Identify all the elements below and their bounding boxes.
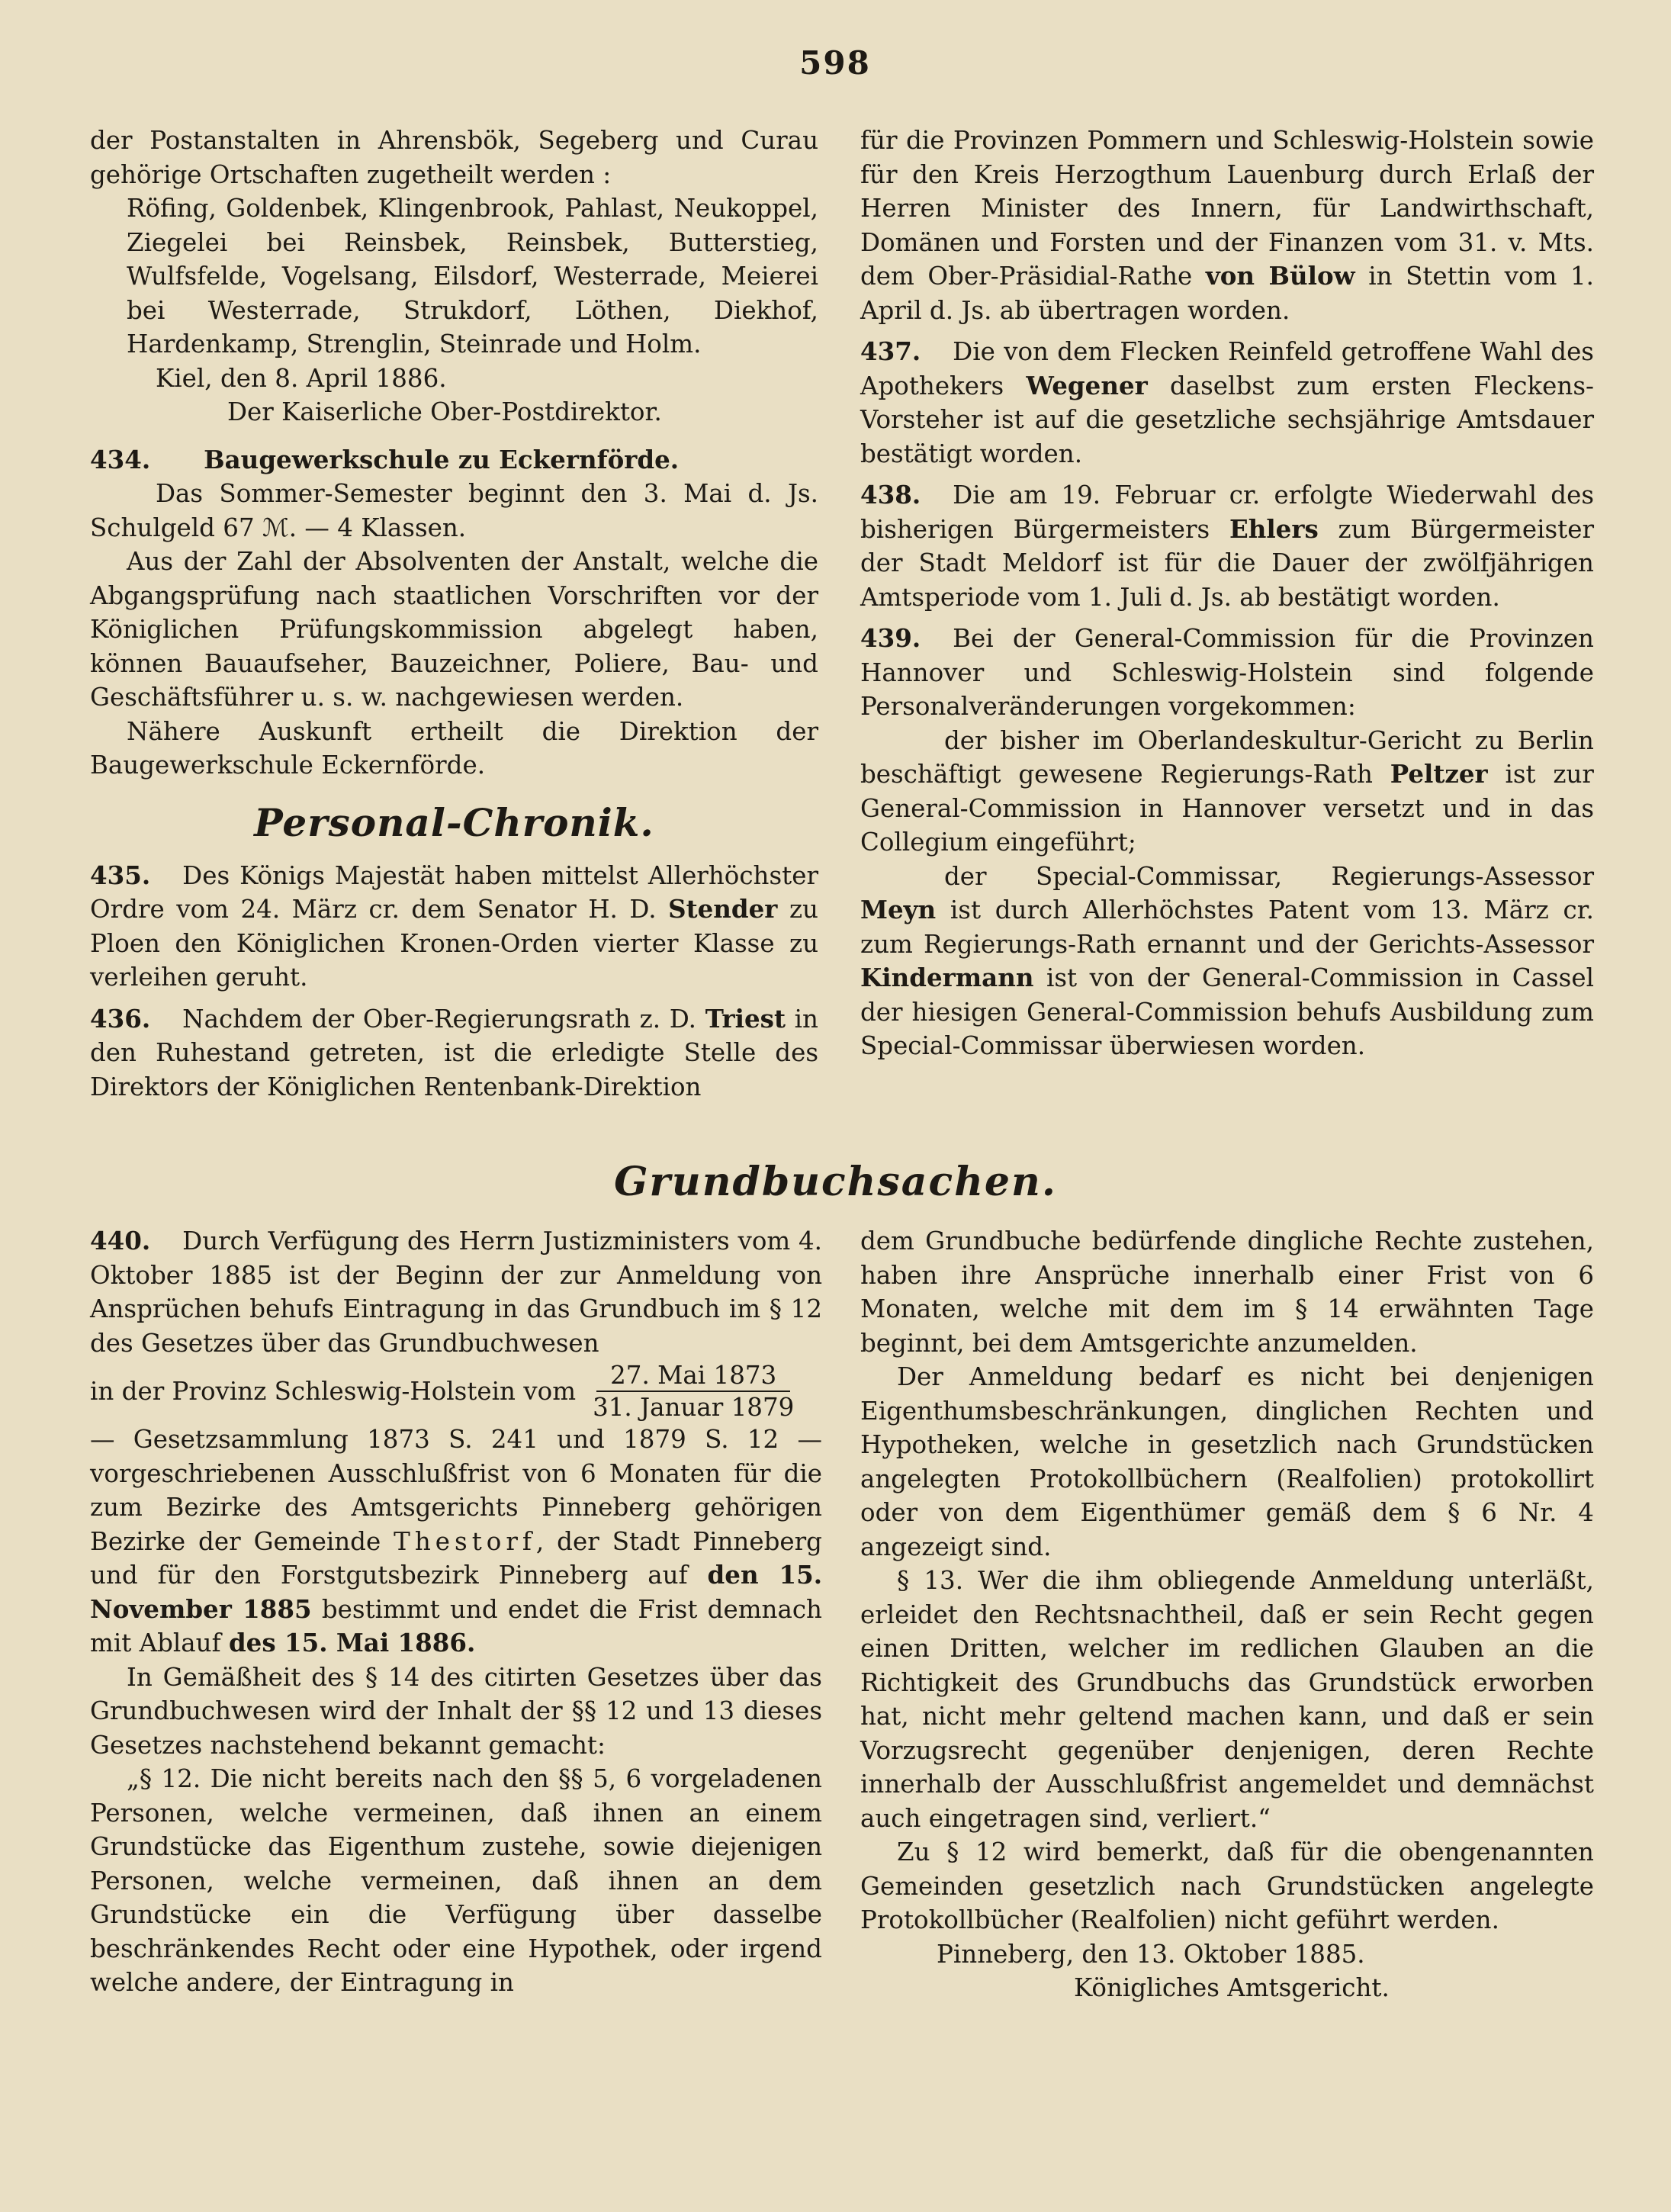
person-name: Meyn <box>860 895 937 924</box>
entry-text: , der Stadt Pinneberg und für den Forstgutsbezirk Pinneberg auf <box>90 1526 822 1590</box>
entry-437 <box>860 335 1594 471</box>
person-name: Stender <box>668 894 778 924</box>
entry-text: daselbst zum ersten Fleckens-Vorsteher ist auf die gesetzliche sechsjährige Amtsdauer bestätigt worden. <box>860 371 1594 468</box>
entry-text: Die am 19. Februar cr. erfolgte Wiederwahl des bisherigen Bürgermeisters <box>860 481 1594 544</box>
entry-text: zum Bürgermeister der Stadt Meldorf ist für die Dauer der zwölfjährigen Amtsperiode vom 1. Juli d. Js. ab bestätigt worden. <box>860 514 1594 612</box>
paragraph: In Gemäßheit des § 14 des citirten Gesetzes über das Grundbuchwesen wird der Inhalt der §§ 12 und 13 dieses Gesetzes nachstehend bekannt gemacht: <box>90 1662 822 1760</box>
person-name: Peltzer <box>1390 759 1488 789</box>
person-name: Kindermann <box>860 963 1034 992</box>
entry-number: 438. <box>860 480 921 510</box>
paragraph: Zu § 12 wird bemerkt, daß für die obengenannten Gemeinden gesetzlich nach Grundstücken angelegte Protokollbücher (Realfolien) nicht geführt werden. <box>860 1837 1594 1934</box>
paragraph <box>860 124 1594 327</box>
section-heading: Personal-Chronik. <box>254 799 654 845</box>
person-name: Wegener <box>1026 370 1148 400</box>
top-right-column <box>860 124 1594 1063</box>
person-name: Triest <box>705 1003 786 1034</box>
person-name: Ehlers <box>1229 513 1319 544</box>
entry-434-header <box>90 443 818 477</box>
bottom-left-column <box>90 1224 822 2000</box>
entry-text: in Stettin vom 1. April d. Js. ab übertragen worden. <box>860 262 1594 325</box>
entry-text: ist von der General-Commission in Cassel der hiesigen General-Commission behufs Ausbildung zum Special-Commissar überwiesen worden. <box>860 963 1594 1060</box>
entry-text: Bei der General-Commission für die Provinzen Hannover und Schleswig-Holstein sind folgende Personalveränderungen vorgekommen: <box>860 624 1594 721</box>
entry-number: 435. <box>90 860 151 890</box>
entry-440 <box>90 1224 822 1360</box>
section-title: Grundbuchsachen. <box>614 1159 1057 1205</box>
entry-text: Die von dem Flecken Reinfeld getroffene Wahl des Apothekers <box>860 337 1594 400</box>
deadline-date: des 15. Mai 1886. <box>228 1628 476 1657</box>
paragraph <box>860 724 1594 860</box>
page-number: 598 <box>799 44 871 82</box>
entry-text: in den Ruhestand getreten, ist die erledigte Stelle des Direktors der Königlichen Rentenbank-Direktion <box>90 1004 818 1101</box>
entry-text: Durch Verfügung des Herrn Justizministers vom 4. Oktober 1885 ist der Beginn der zur Anmeldung von Ansprüchen behufs Eintragung in das Grundbuch im § 12 des Gesetzes über das Grundbuchwesen <box>90 1227 822 1358</box>
paragraph <box>860 860 1594 1063</box>
signature: Königliches Amtsgericht. <box>1074 1973 1390 2002</box>
entry-title: Baugewerkschule zu Eckernförde. <box>204 444 680 474</box>
statute-date-fraction <box>90 1360 822 1423</box>
paragraph: Nähere Auskunft ertheilt die Direktion der Baugewerkschule Eckernförde. <box>90 716 818 780</box>
paragraph: „§ 12. Die nicht bereits nach den §§ 5, 6 vorgeladenen Personen, welche vermeinen, daß ihnen an einem Grundstücke das Eigenthum zustehe, sowie diejenigen Personen, welche vermeinen, daß ihnen an dem Grundstücke ein die Verfügung über dasselbe beschränkendes Recht oder eine Hypothek, oder irgend welche andere, der Eintragung in <box>90 1764 822 1997</box>
entry-text: der Special-Commissar, Regierungs-Assessor <box>944 861 1594 891</box>
fraction-bottom: 31. Januar 1879 <box>593 1393 795 1422</box>
entry-number: 436. <box>90 1003 151 1034</box>
fraction-top: 27. Mai 1873 <box>596 1360 790 1392</box>
paragraph: dem Grundbuche bedürfende dingliche Rechte zustehen, haben ihre Ansprüche innerhalb einer Frist von 6 Monaten, welche mit dem im § 14 erwähnten Tage beginnt, bei dem Amtsgerichte anzumelden. <box>860 1227 1594 1358</box>
place-list: Röfing, Goldenbek, Klingenbrook, Pahlast, Neukoppel, Ziegelei bei Reinsbek, Reinsbek, Butterstieg, Wulfsfelde, Vogelsang, Eilsdorf, Westerrade, Meierei bei Westerrade, Strukdorf, Löthen, Diekhof, Hardenkamp, Strenglin, Steinrade und Holm. <box>127 194 818 358</box>
entry-text: bestimmt und endet die Frist demnach mit Ablauf <box>90 1594 822 1657</box>
place-name: Thestorf <box>394 1526 536 1556</box>
top-left-column <box>90 124 818 1104</box>
paragraph: der Postanstalten in Ahrensbök, Segeberg und Curau gehörige Ortschaften zugetheilt werden : <box>90 126 818 189</box>
date-line: Kiel, den 8. April 1886. <box>156 363 447 393</box>
paragraph: Der Anmeldung bedarf es nicht bei denjenigen Eigenthumsbeschränkungen, dinglichen Rechten und Hypotheken, welche in gesetzlich nach Grundstücken angelegten Protokollbüchern (Realfolien) protokollirt oder von dem Eigenthümer gemäß dem § 6 Nr. 4 angezeigt sind. <box>860 1362 1594 1561</box>
paragraph: Das Sommer-Semester beginnt den 3. Mai d. Js. Schulgeld 67 ℳ. — 4 Klassen. <box>90 479 818 542</box>
fraction-prefix: in der Provinz Schleswig-Holstein vom <box>90 1376 577 1406</box>
signature: Der Kaiserliche Ober-Postdirektor. <box>227 397 662 426</box>
entry-text: Des Königs Majestät haben mittelst Allerhöchster Ordre vom 24. März cr. dem Senator H. D. <box>90 860 818 924</box>
person-name: von Bülow <box>1205 261 1355 291</box>
entry-436 <box>90 1002 818 1104</box>
fraction <box>579 1360 808 1423</box>
deadline-date: den 15. November 1885 <box>90 1560 823 1624</box>
entry-text: für die Provinzen Pommern und Schleswig-Holstein sowie für den Kreis Herzogthum Lauenburg durch Erlaß der Herren Minister des Innern, für Landwirthschaft, Domänen und Forsten und der Finanzen vom 31. v. Mts. dem Ober-Präsidial-Rathe <box>860 126 1594 291</box>
entry-text: — Gesetzsammlung 1873 S. 241 und 1879 S. 12 — vorgeschriebenen Ausschlußfrist von 6 Monaten für die zum Bezirke des Amtsgerichts Pinneberg gehörigen Bezirke der Gemeinde <box>90 1425 822 1556</box>
entry-number: 439. <box>860 623 921 653</box>
entry-text: ist zur General-Commission in Hannover versetzt und in das Collegium eingeführt; <box>860 760 1594 857</box>
entry-number: 437. <box>860 336 921 366</box>
entry-number: 440. <box>90 1226 151 1256</box>
entry-number: 434. <box>90 444 151 474</box>
entry-438 <box>860 478 1594 614</box>
entry-text: Nachdem der Ober-Regierungsrath z. D. <box>182 1004 697 1034</box>
entry-text: zu Ploen den Königlichen Kronen-Orden vierter Klasse zu verleihen geruht. <box>90 895 818 992</box>
bottom-right-column <box>860 1224 1594 2005</box>
paragraph: Aus der Zahl der Absolventen der Anstalt, welche die Abgangsprüfung nach staatlichen Vorschriften vor der Königlichen Prüfungskommission abgelegt haben, können Bauaufseher, Bauzeichner, Poliere, Bau- und Geschäftsführer u. s. w. nachgewiesen werden. <box>90 547 818 712</box>
entry-439 <box>860 622 1594 724</box>
paragraph <box>90 1423 822 1661</box>
entry-435 <box>90 859 818 995</box>
paragraph: § 13. Wer die ihm obliegende Anmeldung unterläßt, erleidet den Rechtsnachtheil, daß er sein Recht gegen einen Dritten, welcher im redlichen Glauben an die Richtigkeit des Grundbuchs das Grundstück erworben hat, nicht mehr geltend machen kann, und daß er sein Vorzugsrecht gegenüber denjenigen, deren Rechte innerhalb der Ausschlußfrist angemeldet und demnächst auch eingetragen sind, verliert.“ <box>860 1566 1594 1833</box>
entry-text: der bisher im Oberlandeskultur-Gericht zu Berlin beschäftigt gewesene Regierungs-Rath <box>860 725 1594 789</box>
entry-text: ist durch Allerhöchstes Patent vom 13. März cr. zum Regierungs-Rath ernannt und der Gerichts-Assessor <box>860 895 1594 959</box>
date-line: Pinneberg, den 13. Oktober 1885. <box>937 1939 1365 1969</box>
